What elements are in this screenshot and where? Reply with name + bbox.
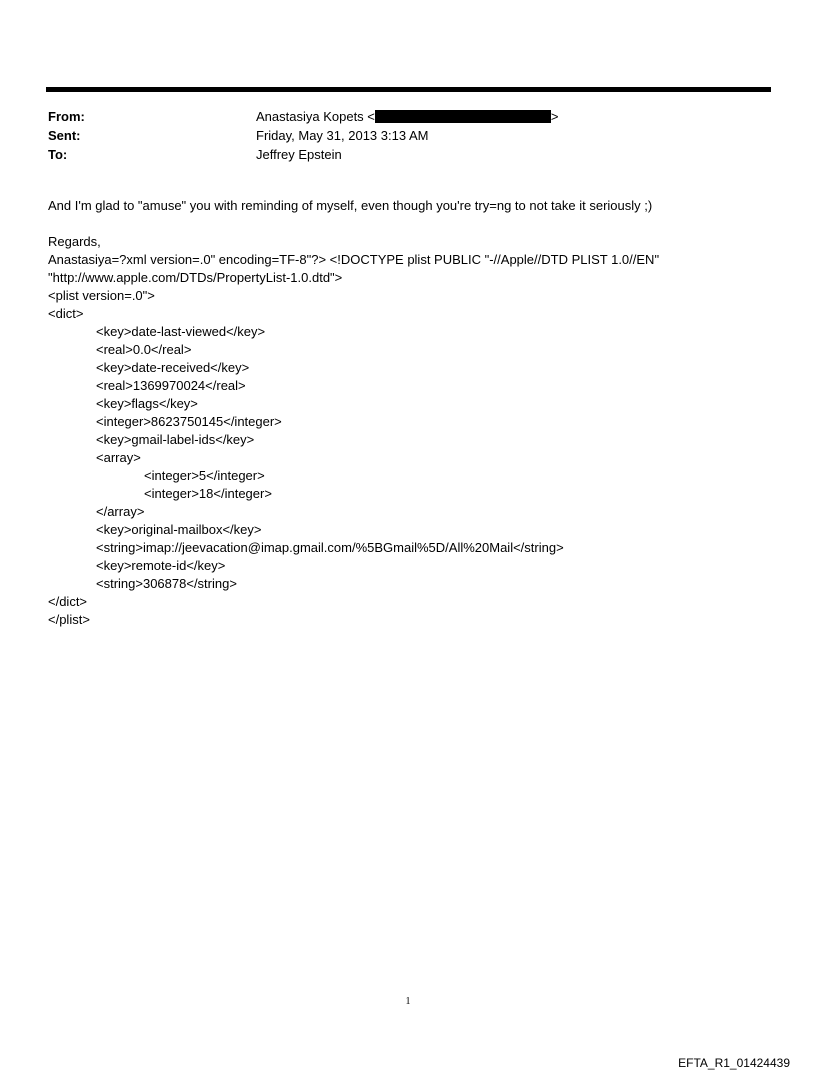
sender-name: Anastasiya Kopets < (256, 109, 375, 124)
page-number: 1 (405, 996, 411, 1007)
closing-text: Regards, (48, 234, 101, 249)
sender-bracket: > (550, 109, 559, 124)
plist-line: <real>1369970024</real> (96, 378, 246, 393)
plist-line: <key>date-last-viewed</key> (96, 324, 266, 339)
plist-line: Anastasiya=?xml version=.0" encoding=TF-8"?> <!DOCTYPE plist PUBLIC "-//Apple//DTD PLIST 1.0//EN" (48, 252, 660, 267)
from-row (48, 107, 768, 126)
plist-line: </dict> (48, 594, 88, 609)
header-divider (46, 87, 771, 92)
sent-row (48, 126, 768, 145)
plist-line: <key>flags</key> (96, 396, 198, 411)
email-body (48, 197, 788, 629)
plist-line: <key>original-mailbox</key> (96, 522, 262, 537)
message-text: And I'm glad to "amuse" you with reminding of myself, even though you're try=ng to not take it seriously ;) (48, 198, 653, 213)
plist-block (48, 251, 788, 629)
sent-value: Friday, May 31, 2013 3:13 AM (256, 128, 429, 143)
document-id: EFTA_R1_01424439 (678, 1056, 790, 1070)
to-label: To: (48, 147, 68, 162)
from-value (256, 107, 558, 126)
plist-line: </array> (96, 504, 145, 519)
from-label: From: (48, 109, 85, 124)
plist-line: <plist version=.0"> (48, 288, 155, 303)
plist-line: </plist> (48, 612, 90, 627)
plist-line: "http://www.apple.com/DTDs/PropertyList-1.0.dtd"> (48, 270, 343, 285)
paragraph-gap (48, 215, 788, 233)
to-value: Jeffrey Epstein (256, 147, 342, 162)
plist-line: <dict> (48, 306, 84, 321)
plist-line: <integer>8623750145</integer> (96, 414, 282, 429)
plist-line: <real>0.0</real> (96, 342, 192, 357)
plist-line: <key>gmail-label-ids</key> (96, 432, 255, 447)
plist-line: <string>imap://jeevacation@imap.gmail.com/%5BGmail%5D/All%20Mail</string> (96, 540, 564, 555)
sent-label: Sent: (48, 128, 81, 143)
plist-line: <integer>5</integer> (144, 468, 265, 483)
plist-line: <array> (96, 450, 141, 465)
plist-line: <key>date-received</key> (96, 360, 250, 375)
to-row (48, 145, 768, 164)
plist-line: <string>306878</string> (96, 576, 237, 591)
plist-line: <integer>18</integer> (144, 486, 272, 501)
plist-line: <key>remote-id</key> (96, 558, 226, 573)
email-header (48, 107, 768, 164)
redaction-bar (375, 110, 551, 123)
